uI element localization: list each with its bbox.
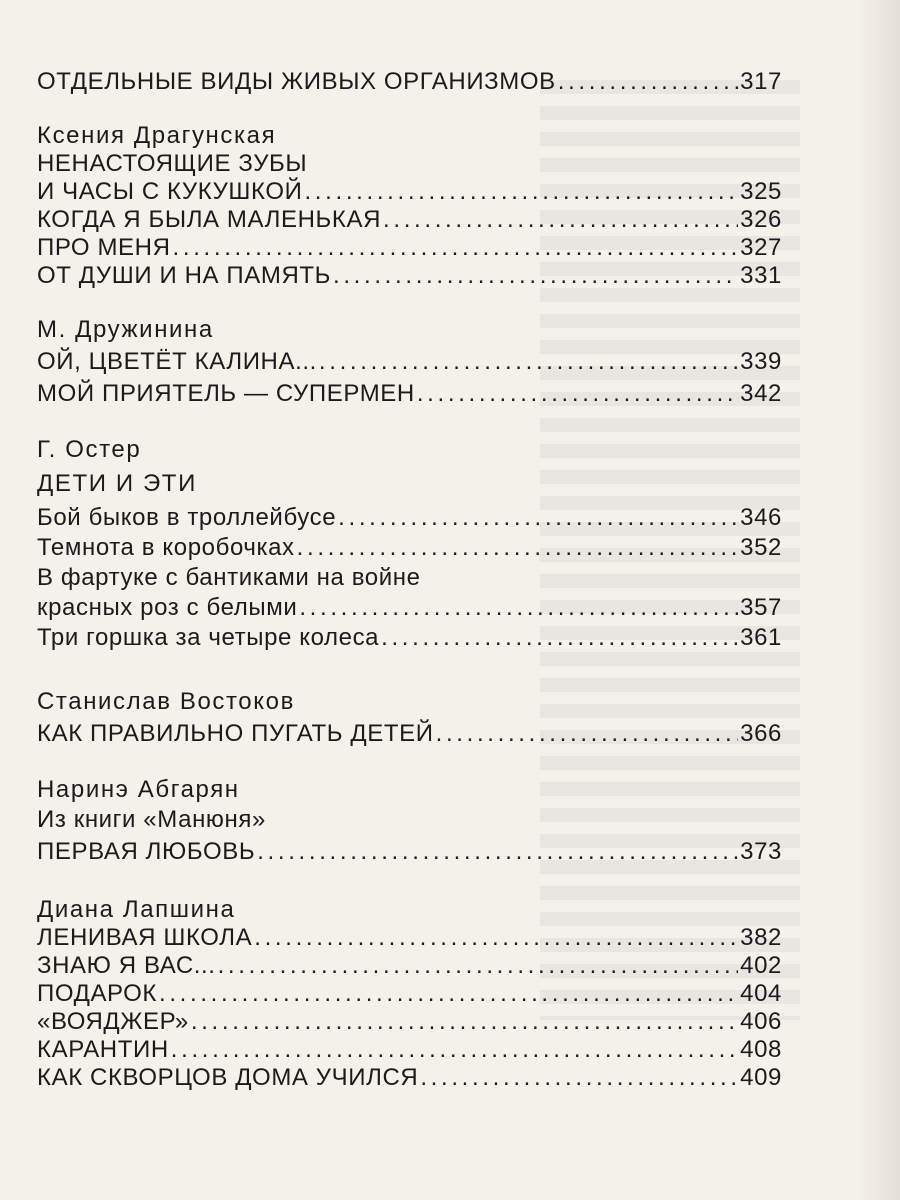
- leader-dots: [171, 1036, 738, 1064]
- author-name: Наринэ Абгарян: [37, 776, 240, 803]
- entry-page-number: 357: [740, 594, 782, 621]
- entry-title: ЛЕНИВАЯ ШКОЛА: [37, 924, 253, 951]
- author-name: Г. Остер: [37, 436, 142, 463]
- toc-entry[interactable]: [37, 206, 782, 234]
- entry-title: КАК СКВОРЦОВ ДОМА УЧИЛСЯ: [37, 1064, 419, 1091]
- entry-title: КАРАНТИН: [37, 1036, 169, 1063]
- entry-page-number: 361: [740, 624, 782, 651]
- toc-section: [37, 68, 782, 96]
- entry-page-number: 346: [740, 504, 782, 531]
- leader-dots: [417, 380, 738, 408]
- toc-entry[interactable]: [37, 1008, 782, 1036]
- collection-title: Из книги «Манюня»: [37, 806, 266, 833]
- toc-entry[interactable]: [37, 838, 782, 866]
- leader-dots: [297, 534, 739, 562]
- leader-dots: [333, 262, 738, 290]
- toc-entry[interactable]: [37, 1036, 782, 1064]
- leader-dots: [159, 980, 738, 1008]
- entry-title: ПОДАРОК: [37, 980, 157, 1007]
- entry-title: ОЙ, ЦВЕТЁТ КАЛИНА...: [37, 348, 317, 375]
- leader-dots: [558, 68, 738, 96]
- author-name: Диана Лапшина: [37, 896, 236, 923]
- toc-entry[interactable]: [37, 720, 782, 748]
- entry-title-line1: НЕНАСТОЯЩИЕ ЗУБЫ: [37, 150, 308, 177]
- entry-title: Темнота в коробочках: [37, 534, 295, 561]
- entry-page-number: 317: [740, 68, 782, 95]
- entry-title: ПРО МЕНЯ: [37, 234, 171, 261]
- leader-dots: [218, 952, 739, 980]
- entry-page-number: 402: [740, 952, 782, 979]
- entry-title: красных роз с белыми: [37, 594, 298, 621]
- entry-page-number: 342: [740, 380, 782, 407]
- toc-entry[interactable]: [37, 952, 782, 980]
- toc-section: [37, 316, 782, 408]
- toc-entry[interactable]: [37, 68, 782, 96]
- collection-title: ДЕТИ И ЭТИ: [37, 470, 197, 497]
- table-of-contents: [37, 68, 782, 1092]
- toc-entry[interactable]: [37, 1064, 782, 1092]
- toc-entry[interactable]: [37, 178, 782, 206]
- entry-title: ПЕРВАЯ ЛЮБОВЬ: [37, 838, 256, 865]
- leader-dots: [191, 1008, 738, 1036]
- leader-dots: [436, 720, 739, 748]
- toc-entry[interactable]: [37, 980, 782, 1008]
- entry-title: ОТДЕЛЬНЫЕ ВИДЫ ЖИВЫХ ОРГАНИЗМОВ: [37, 68, 556, 95]
- entry-title: ЗНАЮ Я ВАС...: [37, 952, 216, 979]
- leader-dots: [304, 178, 738, 206]
- entry-title: Бой быков в троллейбусе: [37, 504, 337, 531]
- entry-title: И ЧАСЫ С КУКУШКОЙ: [37, 178, 303, 205]
- leader-dots: [381, 624, 738, 652]
- entry-page-number: 408: [740, 1036, 782, 1063]
- leader-dots: [257, 838, 738, 866]
- toc-section: [37, 776, 782, 866]
- entry-page-number: 331: [740, 262, 782, 289]
- author-name: Ксения Драгунская: [37, 122, 277, 149]
- leader-dots: [420, 1064, 738, 1092]
- entry-title-line1: В фартуке с бантиками на войне: [37, 564, 421, 591]
- toc-section: [37, 122, 782, 290]
- entry-page-number: 325: [740, 178, 782, 205]
- toc-entry[interactable]: [37, 380, 782, 408]
- entry-page-number: 352: [740, 534, 782, 561]
- toc-section: [37, 896, 782, 1092]
- leader-dots: [173, 234, 739, 262]
- leader-dots: [338, 504, 738, 532]
- leader-dots: [319, 348, 738, 376]
- leader-dots: [254, 924, 738, 952]
- entry-page-number: 339: [740, 348, 782, 375]
- entry-page-number: 406: [740, 1008, 782, 1035]
- leader-dots: [383, 206, 738, 234]
- toc-entry[interactable]: [37, 262, 782, 290]
- toc-section: [37, 436, 782, 652]
- toc-entry[interactable]: [37, 924, 782, 952]
- toc-entry[interactable]: [37, 234, 782, 262]
- entry-title: Три горшка за четыре колеса: [37, 624, 380, 651]
- entry-page-number: 373: [740, 838, 782, 865]
- author-name: Станислав Востоков: [37, 688, 295, 715]
- toc-section: [37, 688, 782, 748]
- entry-title: МОЙ ПРИЯТЕЛЬ — СУПЕРМЕН: [37, 380, 415, 407]
- entry-page-number: 404: [740, 980, 782, 1007]
- entry-page-number: 326: [740, 206, 782, 233]
- toc-entry[interactable]: [37, 504, 782, 532]
- toc-entry[interactable]: [37, 594, 782, 622]
- entry-page-number: 409: [740, 1064, 782, 1091]
- entry-title: «ВОЯДЖЕР»: [37, 1008, 189, 1035]
- toc-entry[interactable]: [37, 348, 782, 376]
- toc-entry[interactable]: [37, 624, 782, 652]
- entry-page-number: 382: [740, 924, 782, 951]
- toc-entry[interactable]: [37, 534, 782, 562]
- entry-page-number: 327: [740, 234, 782, 261]
- entry-title: ОТ ДУШИ И НА ПАМЯТЬ: [37, 262, 331, 289]
- entry-title: КОГДА Я БЫЛА МАЛЕНЬКАЯ: [37, 206, 382, 233]
- entry-page-number: 366: [740, 720, 782, 747]
- author-name: М. Дружинина: [37, 316, 214, 343]
- leader-dots: [299, 594, 738, 622]
- entry-title: КАК ПРАВИЛЬНО ПУГАТЬ ДЕТЕЙ: [37, 720, 434, 747]
